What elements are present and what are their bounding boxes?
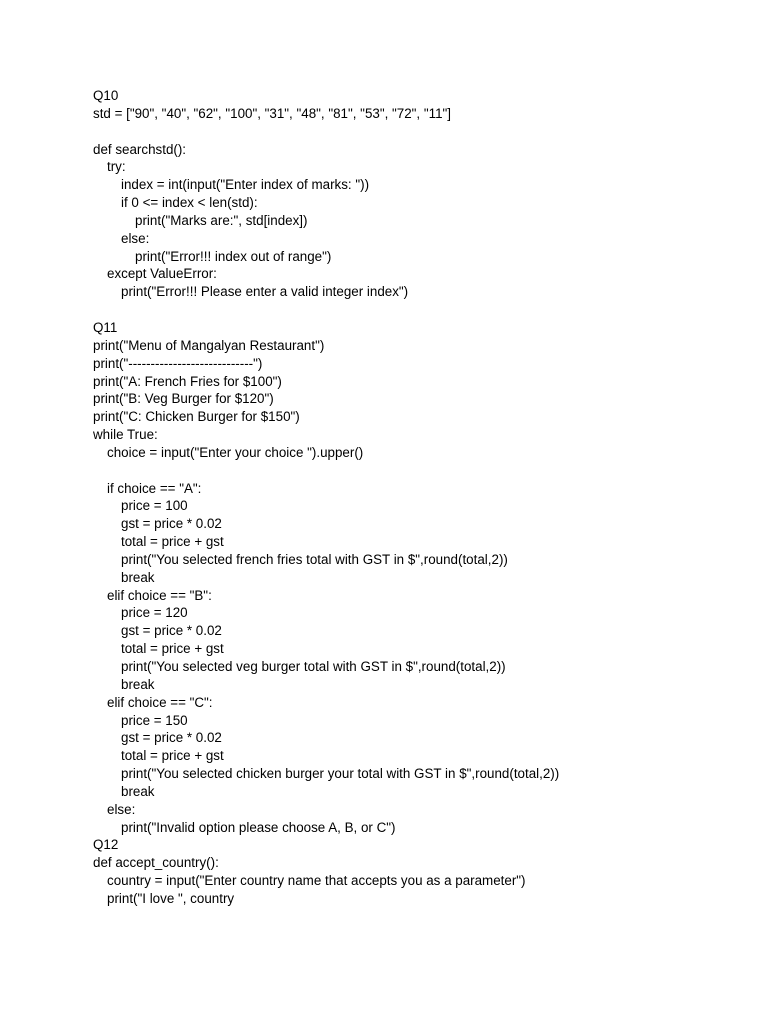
code-line: else: (107, 801, 136, 817)
code-line: elif choice == "B": (107, 587, 212, 603)
code-line: except ValueError: (107, 266, 217, 282)
code-line: while True: (93, 427, 158, 443)
code-line: print("B: Veg Burger for $120") (93, 391, 274, 407)
code-line: break (121, 569, 155, 585)
code-line: break (121, 676, 155, 692)
code-line: print("Error!!! Please enter a valid integer index") (121, 284, 409, 300)
code-line: try: (107, 159, 126, 175)
code-line: total = price + gst (121, 641, 224, 657)
code-line: else: (121, 230, 150, 246)
code-line: if choice == "A": (107, 480, 202, 496)
code-line: elif choice == "C": (107, 694, 213, 710)
code-line: print("----------------------------") (93, 355, 263, 371)
blank-line (93, 123, 733, 141)
question-heading: Q11 (93, 319, 118, 335)
code-line: print("You selected veg burger total with GST in $",round(total,2)) (121, 659, 506, 674)
code-line: print("C: Chicken Burger for $150") (93, 409, 300, 425)
document-body (93, 87, 733, 908)
code-line: print("I love ", country (107, 890, 235, 906)
code-line: price = 120 (121, 605, 188, 621)
code-line: total = price + gst (121, 748, 224, 764)
code-line: print("You selected chicken burger your total with GST in $",round(total,2)) (121, 766, 560, 782)
code-line: total = price + gst (121, 534, 224, 550)
blank-line (93, 301, 733, 319)
code-line: gst = price * 0.02 (121, 623, 222, 639)
question-heading: Q12 (93, 837, 119, 853)
code-line: print("Menu of Mangalyan Restaurant") (93, 337, 325, 353)
code-line: break (121, 783, 155, 799)
blank-line (93, 462, 733, 480)
code-line: print("You selected french fries total with GST in $",round(total,2)) (121, 551, 508, 567)
code-line: gst = price * 0.02 (121, 516, 222, 532)
code-line: index = int(input("Enter index of marks: ")) (121, 177, 370, 193)
code-line: print("Invalid option please choose A, B, or C") (121, 819, 396, 835)
code-line: print("Error!!! index out of range") (135, 248, 332, 264)
code-line: country = input("Enter country name that accepts you as a parameter") (107, 873, 526, 889)
code-line: choice = input("Enter your choice ").upper() (107, 444, 364, 460)
question-heading: Q10 (93, 88, 119, 103)
code-line: gst = price * 0.02 (121, 730, 222, 746)
code-line: def searchstd(): (93, 141, 187, 157)
code-line: if 0 <= index < len(std): (121, 195, 258, 211)
code-line: price = 150 (121, 712, 188, 728)
code-line: std = ["90", "40", "62", "100", "31", "48", "81", "53", "72", "11"] (93, 105, 451, 121)
code-line: def accept_country(): (93, 855, 219, 871)
code-line: price = 100 (121, 498, 188, 514)
code-line: print("Marks are:", std[index]) (135, 212, 308, 228)
code-line: print("A: French Fries for $100") (93, 373, 282, 389)
